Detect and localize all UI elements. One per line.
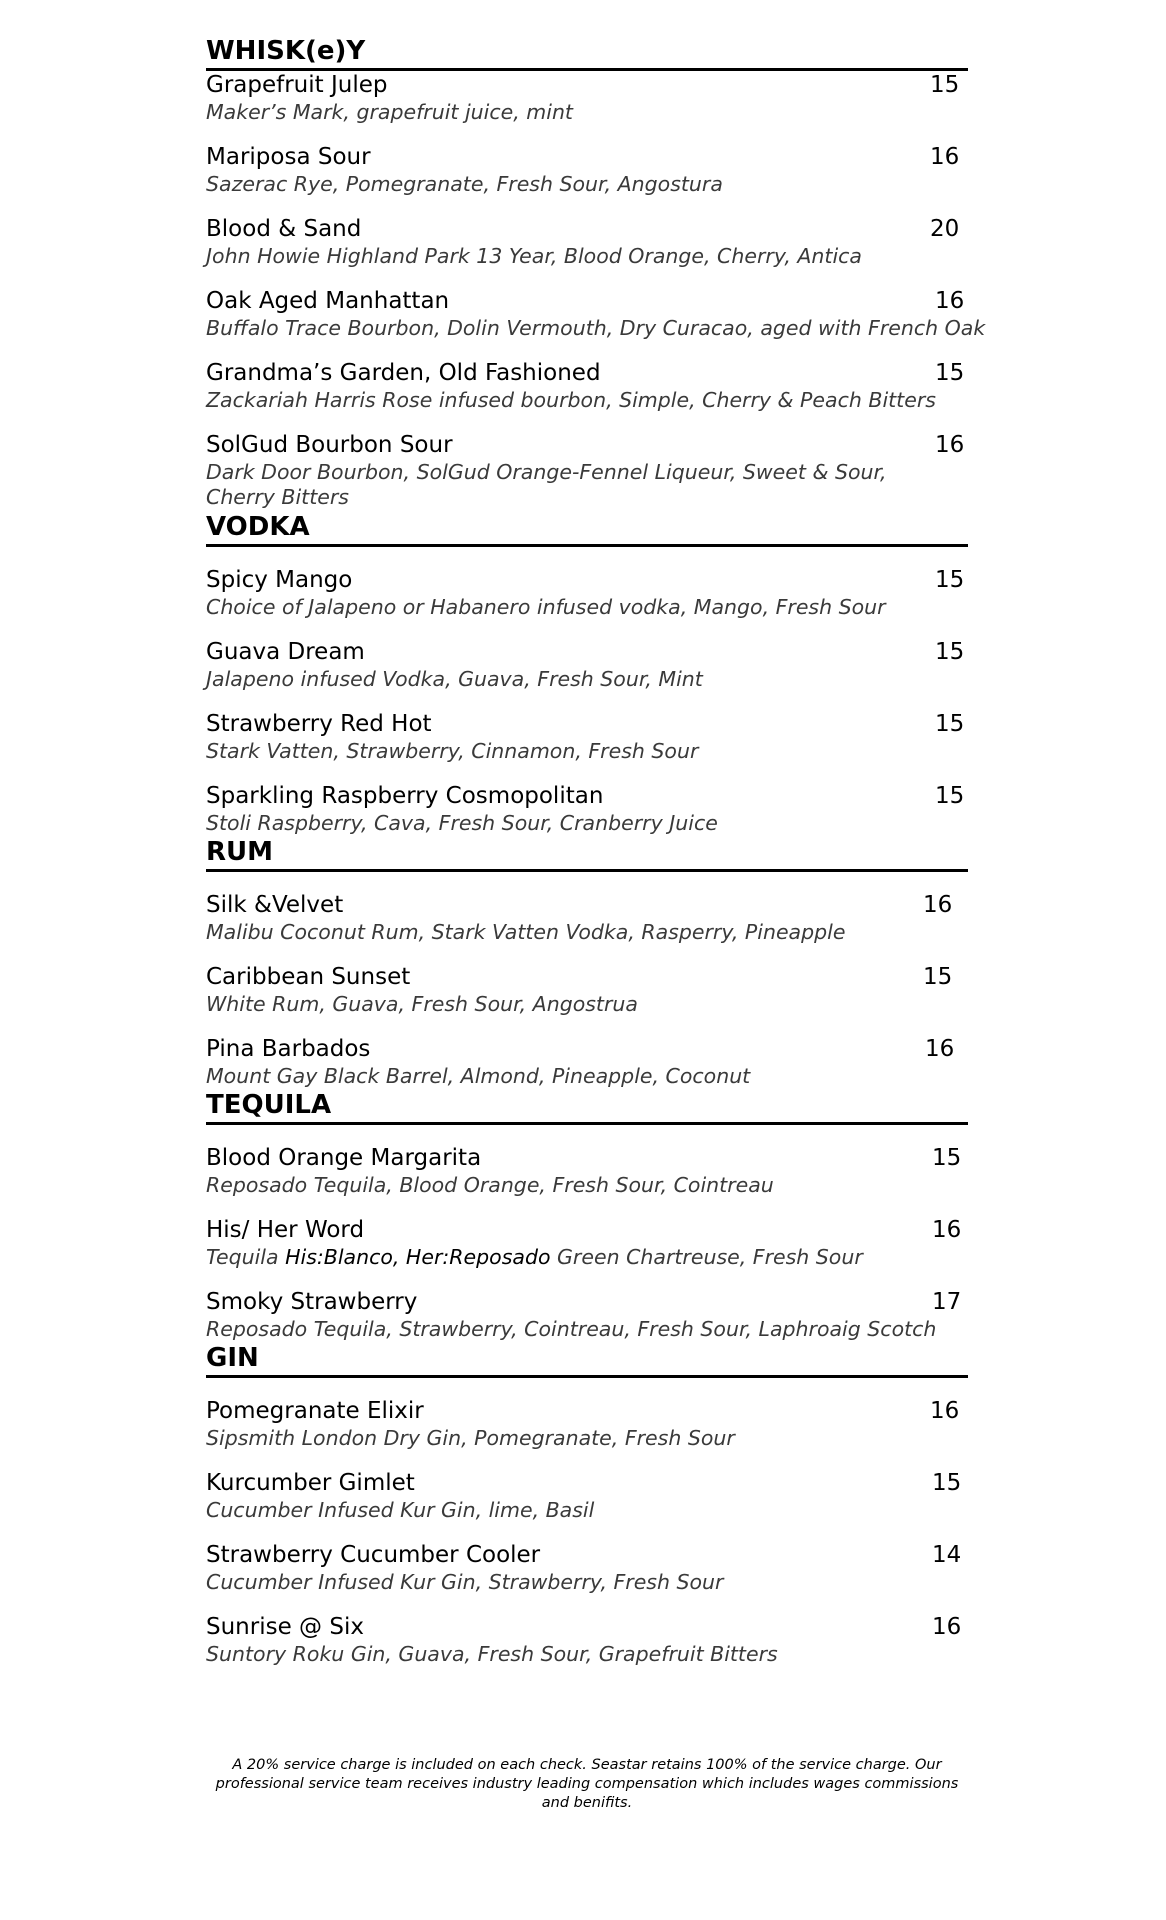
section-divider [206, 1122, 968, 1125]
item-name: Guava Dream [206, 639, 365, 665]
item-description: Stark Vatten, Strawberry, Cinnamon, Fresh Sour [206, 739, 699, 763]
item-description: Reposado Tequila, Blood Orange, Fresh Sour, Cointreau [206, 1173, 774, 1197]
item-description: Zackariah Harris Rose infused bourbon, Simple, Cherry & Peach Bitters [206, 388, 936, 412]
item-name: Oak Aged Manhattan [206, 288, 450, 314]
section-title: GIN [206, 1343, 259, 1373]
item-description: Maker’s Mark, grapefruit juice, mint [206, 100, 573, 124]
item-name: Grapefruit Julep [206, 72, 388, 98]
section-title: RUM [206, 837, 274, 867]
item-price: 16 [930, 1398, 960, 1424]
item-description: Sipsmith London Dry Gin, Pomegranate, Fresh Sour [206, 1426, 735, 1450]
desc-part: Green Chartreuse, Fresh Sour [550, 1245, 863, 1269]
item-description: White Rum, Guava, Fresh Sour, Angostrua [206, 992, 638, 1016]
item-description: Dark Door Bourbon, SolGud Orange-Fennel Liqueur, Sweet & Sour, Cherry Bitters [206, 460, 887, 509]
item-price: 20 [930, 216, 960, 242]
item-name: Silk &Velvet [206, 892, 344, 918]
item-price: 14 [932, 1542, 962, 1568]
item-description: Cucumber Infused Kur Gin, lime, Basil [206, 1498, 595, 1522]
item-description: Reposado Tequila, Strawberry, Cointreau, Fresh Sour, Laphroaig Scotch [206, 1317, 937, 1341]
item-name: Sunrise @ Six [206, 1614, 364, 1640]
item-description: Stoli Raspberry, Cava, Fresh Sour, Cranberry Juice [206, 811, 718, 835]
item-price: 15 [935, 639, 965, 665]
item-description: Mount Gay Black Barrel, Almond, Pineapple, Coconut [206, 1064, 751, 1088]
item-name: SolGud Bourbon Sour [206, 432, 453, 458]
item-price: 16 [932, 1217, 962, 1243]
item-price: 17 [932, 1289, 962, 1315]
item-name: Smoky Strawberry [206, 1289, 418, 1315]
section-divider [206, 544, 968, 547]
item-name: Grandma’s Garden, Old Fashioned [206, 360, 601, 386]
section-title: TEQUILA [206, 1090, 332, 1120]
item-name: Sparkling Raspberry Cosmopolitan [206, 783, 604, 809]
item-price: 16 [930, 144, 960, 170]
item-price: 16 [932, 1614, 962, 1640]
item-name: Pomegranate Elixir [206, 1398, 424, 1424]
item-name: Kurcumber Gimlet [206, 1470, 415, 1496]
item-price: 15 [932, 1145, 962, 1171]
item-description: Buffalo Trace Bourbon, Dolin Vermouth, Dry Curacao, aged with French Oak [206, 316, 986, 340]
item-name: Blood Orange Margarita [206, 1145, 482, 1171]
item-name: Spicy Mango [206, 567, 353, 593]
item-price: 16 [923, 892, 953, 918]
item-description: Choice of Jalapeno or Habanero infused vodka, Mango, Fresh Sour [206, 595, 886, 619]
desc-highlight: His:Blanco, Her:Reposado [285, 1245, 551, 1269]
item-description: John Howie Highland Park 13 Year, Blood Orange, Cherry, Antica [206, 244, 862, 268]
section-divider [206, 869, 968, 872]
item-price: 16 [935, 432, 965, 458]
item-price: 16 [935, 288, 965, 314]
item-price: 15 [930, 72, 960, 98]
item-description: Malibu Coconut Rum, Stark Vatten Vodka, Rasperry, Pineapple [206, 920, 846, 944]
item-price: 15 [935, 567, 965, 593]
item-name: Strawberry Cucumber Cooler [206, 1542, 541, 1568]
item-description [206, 1245, 958, 1270]
item-name: Strawberry Red Hot [206, 711, 432, 737]
item-name: Blood & Sand [206, 216, 362, 242]
service-charge-note: A 20% service charge is included on each check. Seastar retains 100% of the service charge. Our professional service team receives industry leading compensation which includes wages commissions and benifits. [215, 1757, 959, 1811]
item-price: 15 [935, 711, 965, 737]
item-description: Cucumber Infused Kur Gin, Strawberry, Fresh Sour [206, 1570, 724, 1594]
item-name: Pina Barbados [206, 1036, 371, 1062]
section-divider [206, 68, 968, 71]
item-description: Suntory Roku Gin, Guava, Fresh Sour, Grapefruit Bitters [206, 1642, 778, 1666]
section-title: WHISK(e)Y [206, 36, 366, 66]
item-name: His/ Her Word [206, 1217, 365, 1243]
item-price: 15 [923, 964, 953, 990]
item-price: 15 [935, 360, 965, 386]
item-price: 16 [925, 1036, 955, 1062]
section-title: VODKA [206, 512, 310, 542]
item-name: Caribbean Sunset [206, 964, 411, 990]
item-description: Jalapeno infused Vodka, Guava, Fresh Sour, Mint [206, 667, 703, 691]
item-name: Mariposa Sour [206, 144, 371, 170]
section-divider [206, 1375, 968, 1378]
item-description: Sazerac Rye, Pomegranate, Fresh Sour, Angostura [206, 172, 723, 196]
desc-part: Tequila [206, 1245, 286, 1269]
item-price: 15 [932, 1470, 962, 1496]
item-price: 15 [935, 783, 965, 809]
